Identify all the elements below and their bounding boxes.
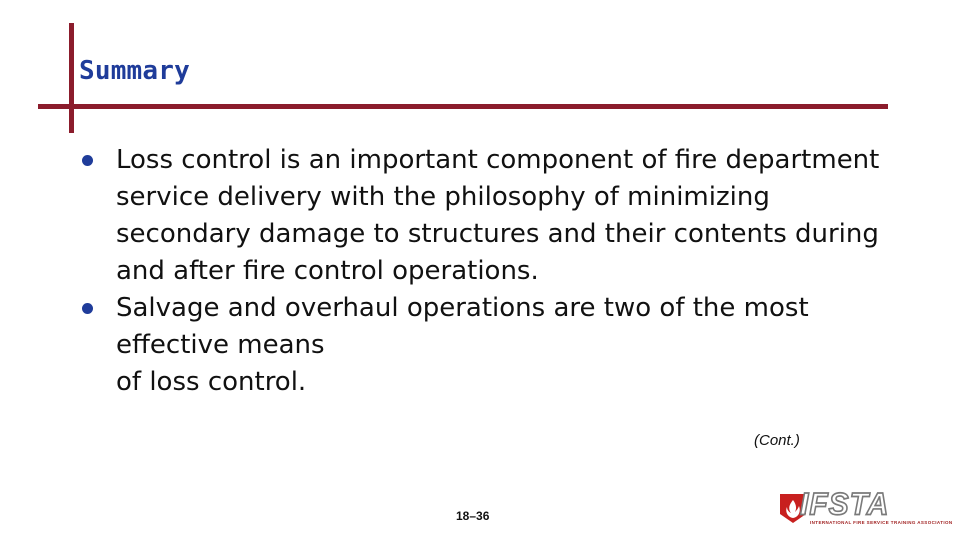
bullet-point-icon	[82, 155, 93, 166]
bullet-item	[80, 142, 900, 290]
bullet-list	[80, 142, 900, 401]
logo-wordmark: IFSTA	[800, 487, 890, 522]
ifsta-logo	[778, 487, 953, 528]
horizontal-accent-rule	[38, 104, 888, 109]
page-number: 18–36	[456, 509, 490, 523]
logo-tagline: INTERNATIONAL FIRE SERVICE TRAINING ASSOCIATION	[810, 520, 953, 525]
slide-title: Summary	[79, 56, 190, 86]
bullet-text: Loss control is an important component of fire department service delivery with the philosophy of minimizing secondary damage to structures and their contents during and after fire control operations.	[116, 145, 880, 286]
bullet-text: Salvage and overhaul operations are two of the most effective means of loss control.	[116, 293, 809, 397]
bullet-point-icon	[82, 303, 93, 314]
continued-label: (Cont.)	[754, 432, 800, 449]
vertical-accent-rule	[69, 23, 74, 133]
bullet-item	[80, 290, 900, 401]
